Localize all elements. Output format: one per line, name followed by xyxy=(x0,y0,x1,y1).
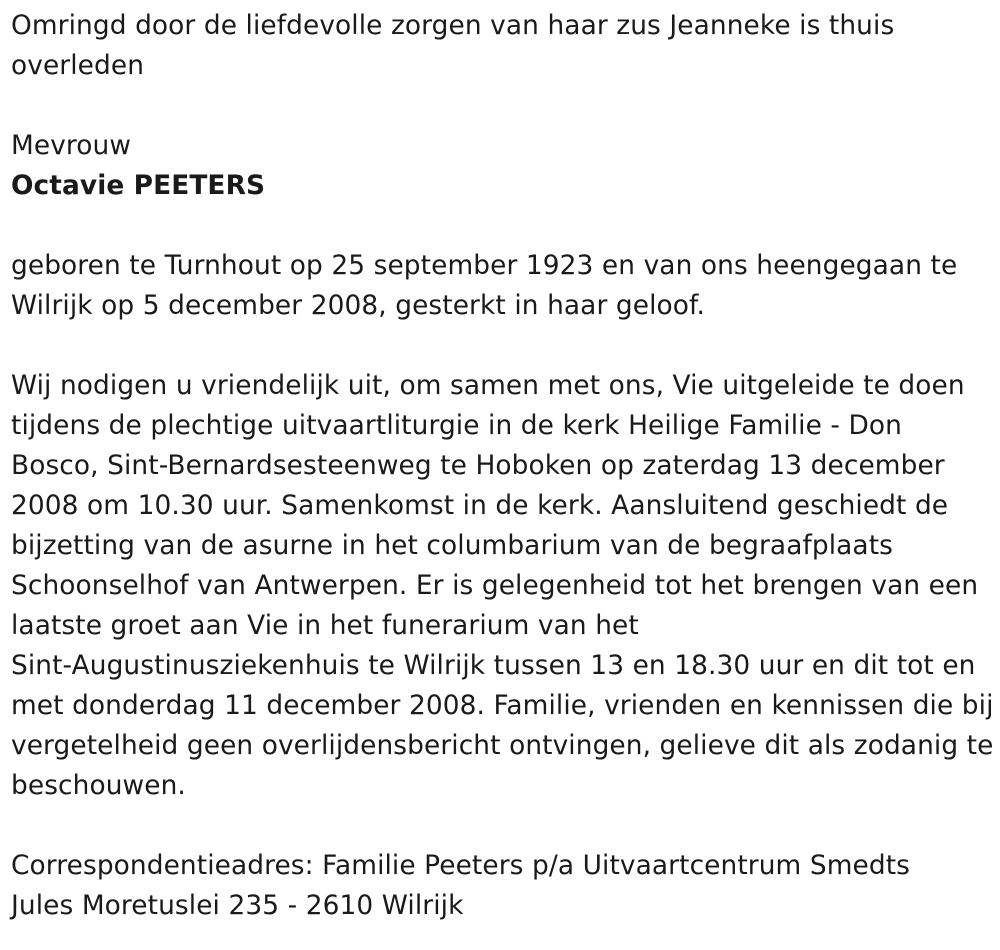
deceased-name: Octavie PEETERS xyxy=(11,170,266,201)
correspondence-address: Correspondentieadres: Familie Peeters p/a Uitvaartcentrum Smedts Jules Moretuslei 235 - 2610 Wilrijk xyxy=(11,850,911,921)
spacer xyxy=(11,206,996,246)
spacer xyxy=(11,806,996,846)
intro-text: Omringd door de liefdevolle zorgen van haar zus Jeanneke is thuis overleden xyxy=(11,10,895,81)
spacer xyxy=(11,326,996,366)
birth-death-text: geboren te Turnhout op 25 september 1923 en van ons heengegaan te Wilrijk op 5 december 2008, gesterkt in haar geloof. xyxy=(11,250,958,321)
death-notice xyxy=(11,6,996,926)
invitation-text: Wij nodigen u vriendelijk uit, om samen met ons, Vie uitgeleide te doen tijdens de plechtige uitvaartliturgie in de kerk Heilige Familie - Don Bosco, Sint-Bernardsesteenweg te Hoboken op zaterdag 13 december 2008 om 10.30 uur. Samenkomst in de kerk. Aansluitend geschiedt de bijzetting van de asurne in het columbarium van de begraafplaats Schoonselhof van Antwerpen. Er is gelegenheid tot het brengen van een laatste groet aan Vie in het funerarium van het Sint-Augustinusziekenhuis te Wilrijk tussen 13 en 18.30 uur en dit tot en met donderdag 11 december 2008. Familie, vrienden en kennissen die bij vergetelheid geen overlijdensbericht ontvingen, gelieve dit als zodanig te beschouwen. xyxy=(11,370,994,801)
spacer xyxy=(11,86,996,126)
salutation: Mevrouw xyxy=(11,130,132,161)
